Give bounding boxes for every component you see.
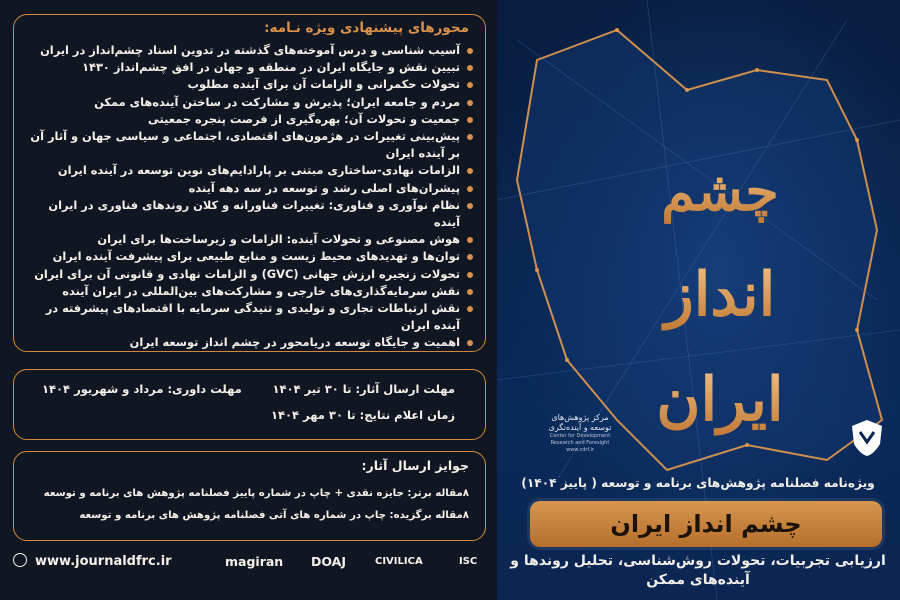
topics-panel bbox=[13, 14, 486, 352]
subtitle: ارزیابی تجربیات، تحولات روش‌شناسی، تحلیل روندها و آینده‌های ممکن bbox=[510, 553, 886, 588]
award-item: ۸مقاله برتر: جایزه نقدی + چاپ در شماره پاییز فصلنامه پژوهش های برنامه و توسعه bbox=[43, 488, 469, 499]
isc-logo: ISC bbox=[459, 556, 478, 567]
footer bbox=[13, 549, 486, 575]
list-item: تبیین نقش و جایگاه ایران در منطقه و جهان در افق چشم‌انداز ۱۴۳۰ bbox=[23, 59, 473, 76]
doaj-logo: DOAJ bbox=[311, 554, 346, 569]
results-date: زمان اعلام نتایج: تا ۳۰ مهر ۱۴۰۴ bbox=[270, 408, 455, 422]
submission-deadline: مهلت ارسال آثار: تا ۳۰ تیر ۱۴۰۴ bbox=[272, 382, 455, 396]
list-item: الزامات نهادی-ساختاری مبتنی بر پارادایم‌های نوین توسعه در آینده ایران bbox=[23, 162, 473, 179]
topics-title: محورهای پیشنهادی ویژه نـامه: bbox=[264, 20, 469, 36]
list-item: نقش سرمایه‌گذاری‌های خارجی و مشارکت‌های بین‌المللی در ایران آینده bbox=[23, 283, 473, 300]
list-item: مردم و جامعه ایران؛ پذیرش و مشارکت در ساختن آینده‌های ممکن bbox=[23, 94, 473, 111]
awards-title: جوایز ارسال آثار: bbox=[361, 458, 469, 473]
list-item: آسیب شناسی و درس آموخته‌های گذشته در تدوین اسناد چشم‌انداز در ایران bbox=[23, 42, 473, 59]
main-title: چشم انداز ایران bbox=[610, 510, 802, 538]
calligraphy-word-1: چشم bbox=[661, 159, 779, 223]
award-item: ۸مقاله برگزیده: چاپ در شماره های آتی فصلنامه پژوهش های برنامه و توسعه bbox=[79, 510, 469, 521]
center-logo-line-2: توسعه و آینده‌نگری bbox=[548, 423, 612, 432]
center-logo-url: www.cdrf.ir bbox=[566, 447, 594, 453]
globe-icon bbox=[13, 553, 27, 567]
center-logo-en: Center for Development Research and Foresight bbox=[549, 433, 611, 446]
review-deadline: مهلت داوری: مرداد و شهریور ۱۴۰۴ bbox=[42, 382, 242, 396]
list-item: اهمیت و جایگاه توسعه دریامحور در چشم انداز توسعه ایران bbox=[23, 334, 473, 351]
civilica-logo: CIVILICA bbox=[375, 556, 423, 567]
list-item: پیشران‌های اصلی رشد و توسعه در سه دهه آینده bbox=[23, 180, 473, 197]
center-logo bbox=[540, 413, 620, 454]
website-link[interactable]: www.journaldfrc.ir bbox=[35, 554, 172, 569]
dates-panel bbox=[13, 369, 486, 440]
calligraphy-word-2: انداز bbox=[664, 260, 776, 330]
list-item: تحولات زنجیره ارزش جهانی (GVC) و الزامات نهادی و قانونی آن برای ایران bbox=[23, 266, 473, 283]
topic-list bbox=[23, 42, 473, 352]
issue-line: ویژه‌نامه فصلنامه پژوهش‌های برنامه و توسعه ( پاییز ۱۴۰۴) bbox=[521, 476, 875, 490]
list-item: تحولات حکمرانی و الزامات آن برای آینده مطلوب bbox=[23, 76, 473, 93]
calligraphy-word-3: ایران bbox=[656, 365, 784, 435]
list-item: توان‌ها و تهدیدهای محیط زیست و منابع طبیعی برای پیشرفت آینده ایران bbox=[23, 248, 473, 265]
list-item: جمعیت و تحولات آن؛ بهره‌گیری از فرصت پنجره جمعیتی bbox=[23, 111, 473, 128]
list-item: نقش ارتباطات تجاری و تولیدی و تنیدگی سرمایه با اقتصادهای پیشرفته در آینده ایران bbox=[23, 300, 473, 334]
list-item: هوش مصنوعی و تحولات آینده: الزامات و زیرساخت‌ها برای ایران bbox=[23, 231, 473, 248]
center-logo-line-1: مرکز پژوهش‌های bbox=[551, 413, 609, 422]
list-item: نظام نوآوری و فناوری: تغییرات فناورانه و کلان روندهای فناوری در ایران آینده bbox=[23, 197, 473, 231]
awards-panel bbox=[13, 451, 486, 541]
calligraphy-logo bbox=[590, 140, 850, 480]
list-item: پیش‌بینی تغییرات در هژمون‌های اقتصادی، اجتماعی و سیاسی جهان و آثار آن بر آینده ایران bbox=[23, 128, 473, 162]
shield-logo-icon bbox=[850, 418, 884, 458]
magiran-logo: magiran bbox=[225, 554, 284, 569]
title-banner bbox=[530, 501, 882, 547]
